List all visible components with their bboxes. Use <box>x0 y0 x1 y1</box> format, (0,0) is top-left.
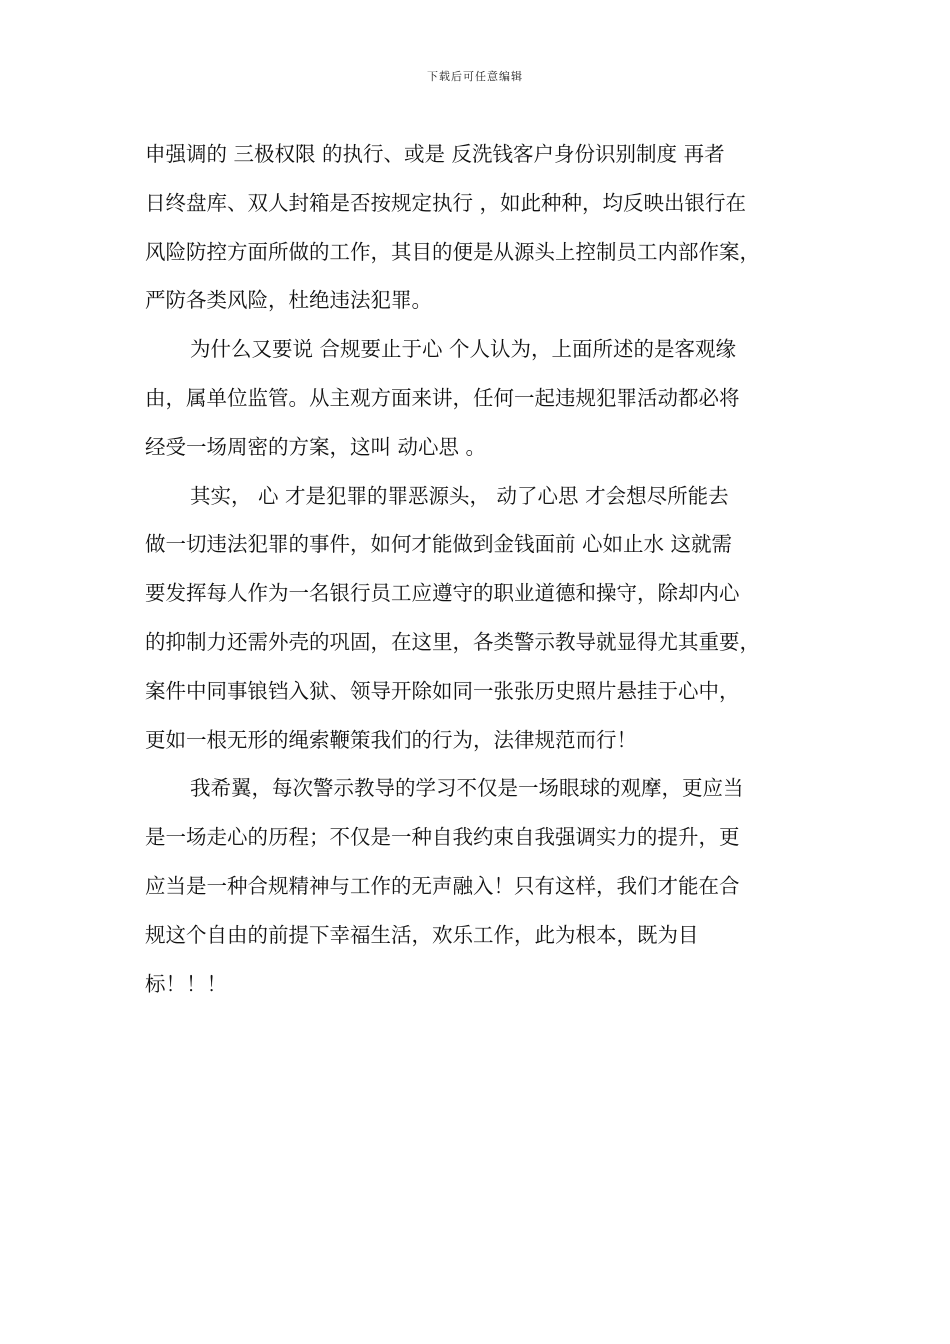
body-line: 标！！！ <box>145 971 227 996</box>
body-line: 应当是一种合规精神与工作的无声融入！只有这样，我们才能在合 <box>145 873 740 898</box>
paragraph-start-line: 其实， 心 才是犯罪的罪恶源头， 动了心思 才会想尽所能去 <box>190 483 729 508</box>
body-line: 的抑制力还需外壳的巩固，在这里，各类警示教导就显得尤其重要， <box>145 629 760 654</box>
body-line: 更如一根无形的绳索鞭策我们的行为，法律规范而行！ <box>145 727 637 752</box>
document-body <box>145 130 825 1008</box>
body-line: 做一切违法犯罪的事件，如何才能做到金钱面前 心如止水 这就需 <box>145 532 733 557</box>
body-line: 日终盘库、双人封箱是否按规定执行 ，如此种种，均反映出银行在 <box>145 190 747 215</box>
body-line: 案件中同事锒铛入狱、领导开除如同一张张历史照片悬挂于心中， <box>145 678 740 703</box>
body-line: 规这个自由的前提下幸福生活，欢乐工作，此为根本，既为目 <box>145 922 699 947</box>
paragraph-start-line: 我希翼，每次警示教导的学习不仅是一场眼球的观摩，更应当 <box>190 776 744 801</box>
body-line: 申强调的 三极权限 的执行、或是 反洗钱客户身份识别制度 再者 <box>145 142 725 166</box>
body-line: 由，属单位监管。从主观方面来讲，任何一起违规犯罪活动都必将 <box>145 385 740 410</box>
body-line: 严防各类风险，杜绝违法犯罪。 <box>145 288 432 313</box>
body-line: 经受一场周密的方案，这叫 动心思 。 <box>145 434 487 459</box>
body-line: 风险防控方面所做的工作，其目的便是从源头上控制员工内部作案， <box>145 239 760 264</box>
page-header: 下载后可任意编辑 <box>427 70 523 83</box>
body-line: 是一场走心的历程；不仅是一种自我约束自我强调实力的提升，更 <box>145 825 740 850</box>
body-line: 要发挥每人作为一名银行员工应遵守的职业道德和操守，除却内心 <box>145 581 740 606</box>
paragraph-start-line: 为什么又要说 合规要止于心 个人认为，上面所述的是客观缘 <box>190 337 737 362</box>
